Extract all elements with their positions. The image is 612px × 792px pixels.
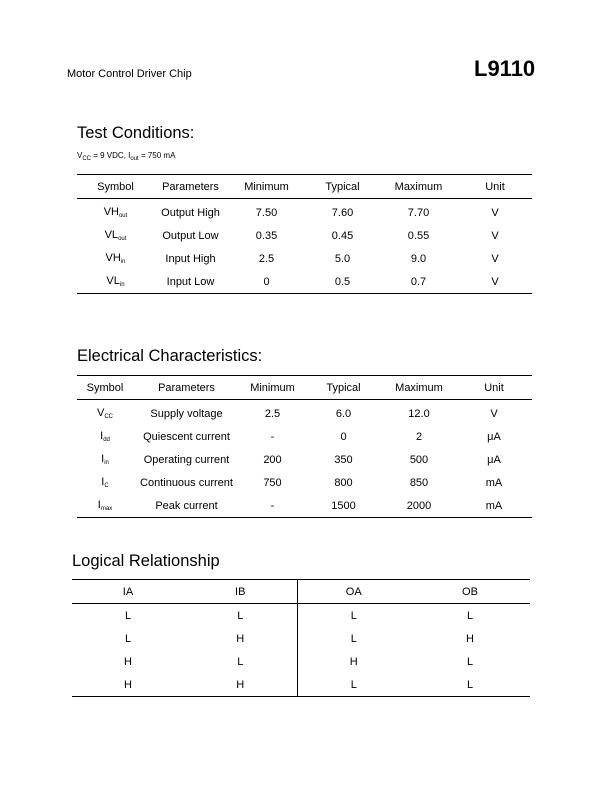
table-row	[77, 247, 532, 270]
column-header-ia: IA	[72, 580, 184, 604]
column-header-minimum: Minimum	[240, 376, 305, 400]
column-header-parameters: Parameters	[133, 376, 240, 400]
typical-cell: 800	[334, 476, 353, 489]
symbol-subscript: C	[104, 483, 109, 489]
electrical-characteristics-body	[77, 400, 532, 518]
unit-cell: V	[491, 229, 499, 242]
table-row	[72, 627, 530, 650]
column-header-unit: Unit	[456, 376, 532, 400]
table-row	[77, 425, 532, 448]
column-header-minimum: Minimum	[227, 175, 306, 199]
electrical-characteristics-title: Electrical Characteristics:	[77, 347, 263, 365]
typical-cell: 1500	[305, 494, 382, 518]
table-row	[77, 199, 532, 225]
maximum-cell: 9.0	[410, 252, 427, 265]
minimum-cell: 2.5	[264, 407, 281, 420]
minimum-cell: 7.50	[255, 206, 278, 219]
table-row	[77, 400, 532, 426]
minimum-cell: 0	[227, 270, 306, 294]
condition-vcc-subscript: CC	[82, 156, 92, 162]
minimum-cell: 750	[263, 476, 282, 489]
ia-cell: L	[124, 632, 132, 645]
oa-cell: L	[350, 632, 357, 645]
typical-cell: 0	[340, 430, 347, 443]
symbol-cell	[77, 425, 133, 448]
ob-cell: H	[466, 632, 474, 645]
condition-iout-subscript: out	[130, 156, 139, 162]
table-row	[72, 650, 530, 673]
part-number: L9110	[474, 56, 536, 81]
symbol-text: VL	[104, 229, 119, 241]
ib-cell: L	[184, 604, 297, 628]
condition-vcc-value: = 9 VDC,	[91, 151, 129, 160]
symbol-cell	[77, 270, 154, 294]
symbol-cell	[77, 448, 133, 471]
unit-cell: V	[491, 206, 499, 219]
symbol-text: V	[96, 407, 105, 419]
ib-cell: H	[184, 673, 297, 697]
symbol-subscript: in	[119, 282, 125, 288]
oa-cell: L	[297, 673, 410, 697]
parameter-cell: Peak current	[133, 494, 240, 518]
column-header-symbol: Symbol	[77, 175, 154, 199]
ob-cell: L	[410, 673, 530, 697]
parameter-cell: Continuous current	[140, 476, 233, 489]
table-header-row	[77, 175, 532, 199]
electrical-characteristics-table	[77, 375, 532, 518]
typical-cell: 350	[334, 453, 353, 466]
symbol-text: VH	[105, 252, 121, 264]
symbol-text: VH	[103, 206, 119, 218]
symbol-subscript: in	[104, 460, 109, 466]
unit-cell: V	[458, 270, 532, 294]
unit-cell: μA	[487, 430, 501, 443]
unit-cell: V	[490, 407, 498, 420]
symbol-subscript: in	[120, 259, 126, 265]
symbol-cell	[77, 400, 133, 426]
typical-cell: 0.5	[306, 270, 379, 294]
column-header-maximum: Maximum	[379, 175, 458, 199]
table-row	[77, 270, 532, 294]
ia-cell: L	[124, 609, 132, 622]
typical-cell: 5.0	[334, 252, 351, 265]
symbol-cell	[77, 494, 133, 518]
parameter-cell: Supply voltage	[150, 407, 223, 420]
ob-cell: L	[466, 609, 474, 622]
unit-cell: mA	[485, 476, 503, 489]
symbol-subscript: out	[118, 213, 128, 219]
column-header-oa: OA	[297, 580, 410, 604]
minimum-cell: -	[270, 430, 275, 443]
column-header-parameters: Parameters	[154, 175, 227, 199]
symbol-subscript: out	[118, 236, 127, 242]
oa-cell: L	[350, 609, 357, 622]
parameter-cell: Operating current	[143, 453, 230, 466]
minimum-cell: 2.5	[258, 252, 275, 265]
column-header-unit: Unit	[458, 175, 532, 199]
table-header-row	[72, 580, 530, 604]
parameter-cell: Quiescent current	[143, 430, 230, 443]
ib-cell: H	[184, 627, 297, 650]
condition-iout-value: = 750 mA	[138, 151, 176, 160]
symbol-text: I	[101, 476, 105, 488]
column-header-maximum: Maximum	[382, 376, 456, 400]
symbol-text: I	[101, 453, 105, 465]
typical-cell: 0.45	[331, 229, 354, 242]
column-header-ob: OB	[410, 580, 530, 604]
table-row	[72, 673, 530, 697]
symbol-cell	[77, 471, 133, 494]
parameter-cell: Input Low	[154, 270, 227, 294]
parameter-cell: Output High	[161, 206, 220, 219]
maximum-cell: 850	[409, 476, 429, 489]
test-conditions-table	[77, 174, 532, 294]
maximum-cell: 12.0	[408, 407, 430, 420]
test-conditions-body	[77, 199, 532, 294]
typical-cell: 7.60	[331, 206, 354, 219]
symbol-cell	[77, 247, 154, 270]
table-row	[77, 471, 532, 494]
ib-cell: L	[184, 650, 297, 673]
test-conditions-title: Test Conditions:	[77, 124, 195, 142]
logical-relationship-title: Logical Relationship	[72, 552, 220, 570]
maximum-cell: 0.7	[379, 270, 458, 294]
symbol-subscript: CC	[104, 414, 113, 420]
symbol-text: I	[97, 499, 101, 511]
symbol-text: VL	[106, 275, 120, 287]
condition-iout-symbol: I	[128, 151, 131, 160]
symbol-cell	[77, 199, 154, 225]
parameter-cell: Input High	[165, 252, 216, 265]
table-row	[72, 604, 530, 628]
unit-cell: μA	[487, 453, 501, 466]
symbol-subscript: dd	[103, 437, 110, 443]
table-row	[77, 494, 532, 518]
table-row	[77, 224, 532, 247]
maximum-cell: 2	[415, 430, 423, 443]
maximum-cell: 0.55	[407, 229, 430, 242]
column-header-ib: IB	[184, 580, 297, 604]
symbol-cell	[77, 224, 154, 247]
document-subtitle: Motor Control Driver Chip	[67, 68, 192, 80]
ia-cell: H	[72, 673, 184, 697]
maximum-cell: 500	[409, 453, 429, 466]
logical-relationship-table	[72, 579, 530, 697]
parameter-cell: Output Low	[162, 229, 219, 242]
logical-relationship-body	[72, 604, 530, 697]
maximum-cell: 7.70	[407, 206, 430, 219]
minimum-cell: -	[240, 494, 305, 518]
table-row	[77, 448, 532, 471]
symbol-subscript: max	[100, 506, 113, 512]
table-header-row	[77, 376, 532, 400]
ob-cell: L	[466, 655, 474, 668]
column-header-typical: Typical	[306, 175, 379, 199]
maximum-cell: 2000	[382, 494, 456, 518]
oa-cell: H	[349, 655, 358, 668]
column-header-symbol: Symbol	[77, 376, 133, 400]
unit-cell: mA	[456, 494, 532, 518]
minimum-cell: 0.35	[255, 229, 278, 242]
minimum-cell: 200	[263, 453, 282, 466]
typical-cell: 6.0	[335, 407, 352, 420]
test-conditions-note	[77, 151, 175, 162]
ia-cell: H	[124, 655, 132, 668]
unit-cell: V	[491, 252, 499, 265]
symbol-text: I	[100, 430, 104, 442]
column-header-typical: Typical	[305, 376, 382, 400]
condition-vcc-symbol: V	[77, 151, 83, 160]
